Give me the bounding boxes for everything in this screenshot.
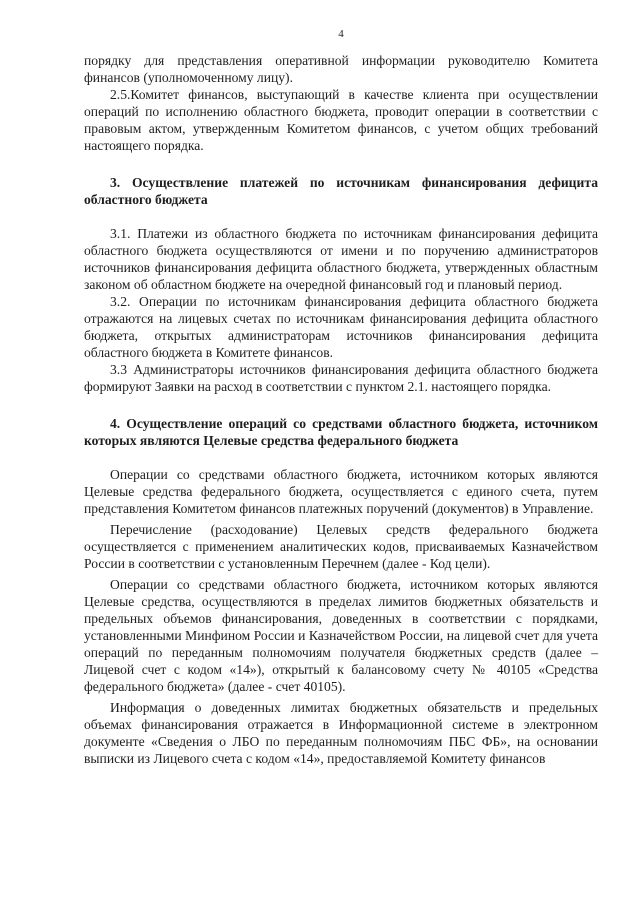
paragraph-4-1: Операции со средствами областного бюджета, источником которых являются Целевые средства федерального бюджета, осуществляется с единого счета, путем представления Комитетом финансов платежных поручений (документов) в Управление. [84, 467, 598, 516]
paragraph-3-3: 3.3 Администраторы источников финансирования дефицита областного бюджета формируют Заявки на расход в соответствии с пунктом 2.1. настоящего порядка. [84, 362, 598, 394]
paragraph-3-1: 3.1. Платежи из областного бюджета по источникам финансирования дефицита областного бюджета осуществляются от имени и по поручению администраторов источников финансирования дефицита областного бюджета, утвержденных областным законом об областном бюджете на очередной финансовый год и плановый период. [84, 226, 598, 292]
paragraph-4-3: Операции со средствами областного бюджета, источником которых являются Целевые средства, осуществляются в пределах лимитов бюджетных обязательств и предельных объемов финансирования, доведенных в соответствии с порядками, установленными Минфином России и Казначейством России, на лицевой счет для учета операций по переданным полномочиям получателя бюджетных средств (далее – Лицевой счет с кодом «14»), открытый к балансовому счету № 40105 «Средства федерального бюджета» (далее - счет 40105). [84, 577, 598, 694]
paragraph-3-2: 3.2. Операции по источникам финансирования дефицита областного бюджета отражаются на лицевых счетах по источникам финансирования дефицита областного бюджета, открытых администраторам источников финансирования дефицита областного бюджета в Комитете финансов. [84, 294, 598, 360]
paragraph-4-2: Перечисление (расходование) Целевых средств федерального бюджета осуществляется с применением аналитических кодов, присваиваемых Казначейством России в соответствии с установленным Перечнем (далее - Код цели). [84, 522, 598, 571]
paragraph-4-4: Информация о доведенных лимитах бюджетных обязательств и предельных объемах финансирования отражается в Информационной системе в электронном документе «Сведения о ЛБО по переданным полномочиям ПБС ФБ», на основании выписки из Лицевого счета с кодом «14», предоставляемой Комитету финансов [84, 700, 598, 766]
page-number: 4 [338, 28, 344, 40]
section-3-heading: 3. Осуществление платежей по источникам финансирования дефицита областного бюджета [84, 175, 598, 207]
section-4-heading: 4. Осуществление операций со средствами областного бюджета, источником которых являются Целевые средства федерального бюджета [84, 416, 598, 448]
paragraph-continuation: порядку для представления оперативной информации руководителю Комитета финансов (уполномоченному лицу). [84, 53, 598, 85]
paragraph-2-5: 2.5.Комитет финансов, выступающий в качестве клиента при осуществлении операций по исполнению областного бюджета, проводит операции в соответствии с правовым актом, утвержденным Комитетом финансов, с учетом общих требований настоящего порядка. [84, 87, 598, 153]
